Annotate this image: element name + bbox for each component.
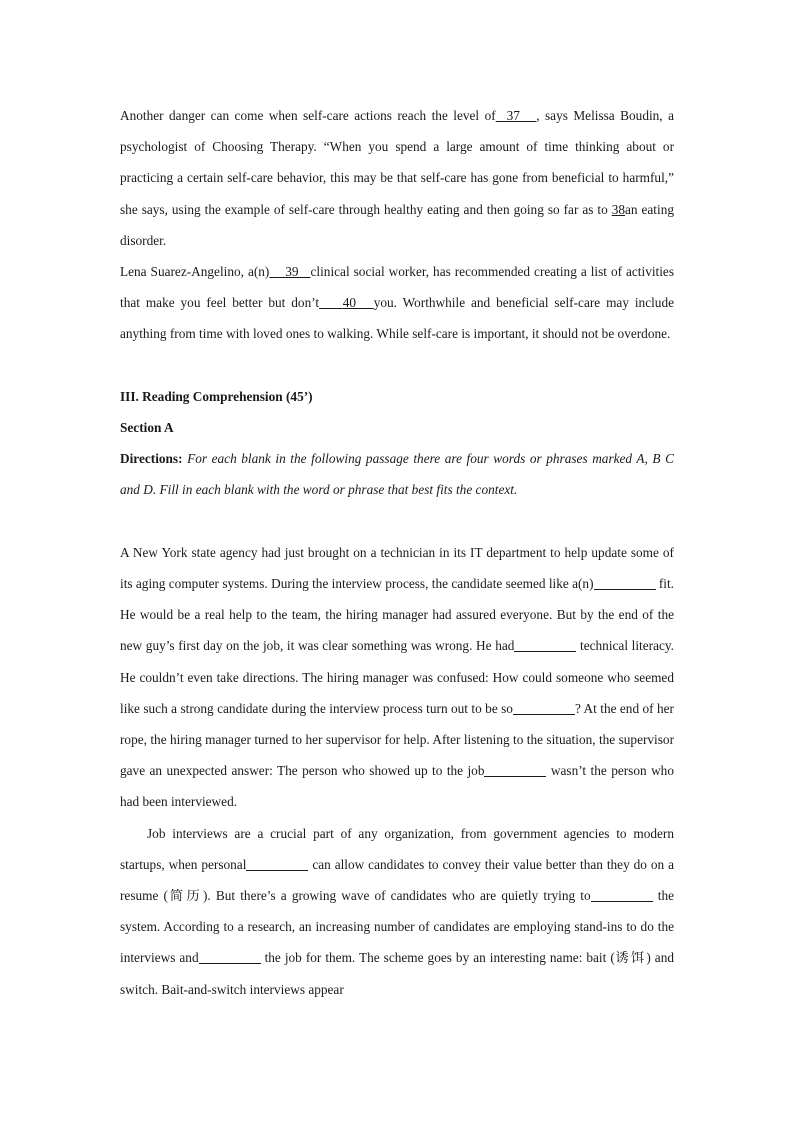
text-segment: A New York state agency had just brought on a technician in its IT department to help update some of its aging computer systems. During the interview process, the candidate seemed like a(n): [120, 544, 674, 592]
answer-blank[interactable]: [199, 949, 261, 964]
text-segment: ? At the end of her rope, the hiring manager turned to her supervisor for help. After listening to the situation, the supervisor gave an unexpected answer: The person who showed up to the job: [120, 700, 674, 779]
text-segment: Job interviews are a crucial part of any organization, from government agencies to modern startups, when personal: [120, 825, 674, 872]
blank-number: 39: [285, 264, 299, 280]
answer-blank[interactable]: [484, 762, 546, 777]
chinese-gloss-bait: 诱饵: [614, 950, 647, 966]
directions-text: For each blank in the following passage there are four words or phrases marked A, B C and D. Fill in each blank with the word or phrase that best fits the context.: [120, 451, 674, 498]
answer-blank[interactable]: [513, 700, 575, 715]
blank-39: [269, 264, 310, 279]
text-segment: Lena Suarez-Angelino, a(n): [120, 264, 270, 280]
chinese-gloss-resume: 简历: [167, 888, 203, 904]
paragraph-it-technician: [120, 537, 674, 818]
text-segment: can allow candidates to convey their value better than they do on a resume (: [120, 856, 674, 904]
answer-blank[interactable]: [514, 637, 576, 652]
text-segment: ). But there’s a growing wave of candidates who are quietly trying to: [203, 888, 591, 904]
text-segment: the job for them. The scheme goes by an interesting name: bait (: [260, 950, 615, 966]
document-content: [120, 100, 674, 1005]
spacer: [120, 506, 674, 537]
paragraph-recommendation: [120, 256, 674, 350]
text-segment: an eating disorder.: [120, 201, 674, 248]
text-segment: Another danger can come when self-care actions reach the level of: [120, 108, 496, 123]
text-segment: you. Worthwhile and beneficial self-care may include anything from time with loved ones to walking. While self-care is important, it should not be overdone.: [120, 295, 675, 342]
blank-40: [319, 295, 374, 310]
text-segment: fit. He would be a real help to the team, the hiring manager had assured everyone. But by the end of the new guy’s first day on the job, it was clear something was wrong. He had: [120, 576, 674, 654]
blank-37: [496, 108, 537, 123]
answer-blank[interactable]: [246, 856, 308, 871]
directions: [120, 443, 674, 505]
section-subheading: Section A: [120, 420, 174, 436]
text-segment: technical literacy. He couldn’t even take directions. The hiring manager was confused: How could someone who seemed like such a strong candidate during the interview process turn out to be so: [120, 638, 674, 716]
text-segment: the system. According to a research, an increasing number of candidates are employing stand-ins to do the interviews and: [120, 888, 675, 966]
blank-38: 38: [611, 201, 625, 217]
text-segment: clinical social worker, has recommended creating a list of activities that make you feel better but don’t: [120, 264, 675, 311]
blank-number: 40: [342, 295, 357, 311]
paragraph-job-interviews: [120, 818, 674, 1005]
answer-blank[interactable]: [594, 575, 656, 590]
text-segment: wasn’t the person who had been interviewed.: [120, 763, 674, 810]
text-segment: , says Melissa Boudin, a psychologist of Choosing Therapy. “When you spend a large amount of time thinking about or practicing a certain self-care behavior, this may be that self-care has gone from beneficial to harmful,” she says, using the example of self-care through healthy eating and then going so far as to: [120, 108, 674, 217]
spacer: [120, 350, 674, 381]
directions-label: Directions:: [120, 451, 183, 467]
answer-blank[interactable]: [591, 887, 653, 902]
text-segment: ) and switch. Bait-and-switch interviews appear: [120, 950, 675, 997]
blank-number: 37: [506, 108, 520, 123]
paragraph-self-care-danger: [120, 100, 674, 256]
section-heading: III. Reading Comprehension (45’): [120, 388, 313, 404]
